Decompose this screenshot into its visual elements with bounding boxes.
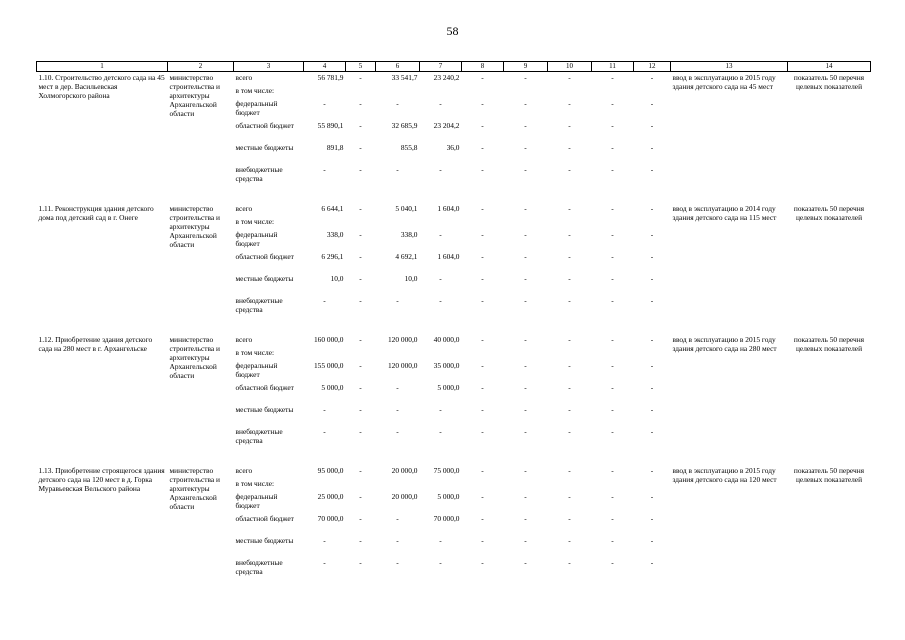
value-cell: 75 000,0 bbox=[433, 466, 460, 475]
funding-source: местные бюджеты bbox=[235, 536, 294, 545]
value-cell: - bbox=[611, 204, 614, 213]
value-cell: - bbox=[611, 383, 614, 392]
value-cell: - bbox=[396, 514, 399, 523]
target-indicator: показатель 50 перечня целевых показателей bbox=[793, 466, 865, 484]
value-cell bbox=[376, 348, 420, 361]
value-cell: - bbox=[568, 466, 571, 475]
column-header-6: 6 bbox=[376, 62, 420, 72]
funding-source: в том числе: bbox=[235, 86, 275, 95]
value-cell: - bbox=[359, 466, 362, 475]
value-cell bbox=[634, 217, 671, 230]
value-cell: - bbox=[359, 536, 362, 545]
value-cell: - bbox=[650, 492, 654, 501]
value-cell bbox=[634, 348, 671, 361]
value-cell bbox=[376, 86, 420, 99]
value-cell bbox=[504, 217, 548, 230]
value-cell bbox=[592, 479, 634, 492]
value-cell: - bbox=[481, 558, 484, 567]
value-cell bbox=[346, 86, 376, 99]
value-cell: - bbox=[650, 536, 654, 545]
value-cell: - bbox=[359, 383, 362, 392]
funding-source: местные бюджеты bbox=[235, 143, 294, 152]
value-cell: - bbox=[568, 99, 571, 108]
funding-source: федеральный бюджет bbox=[235, 492, 278, 510]
funding-source: федеральный бюджет bbox=[235, 361, 278, 379]
value-cell: - bbox=[481, 252, 484, 261]
value-cell bbox=[304, 217, 346, 230]
activity-name: 1.10. Строительство детского сада на 45 мест в дер. Васильевская Холмогорского района bbox=[38, 73, 165, 100]
value-cell bbox=[376, 479, 420, 492]
value-cell: 23 240,2 bbox=[433, 73, 460, 82]
value-cell: - bbox=[323, 405, 326, 414]
funding-source: всего bbox=[235, 335, 253, 344]
executor: министерство строительства и архитектуры Архангельской области bbox=[169, 466, 221, 511]
column-header-7: 7 bbox=[420, 62, 462, 72]
funding-source: в том числе: bbox=[235, 217, 275, 226]
header-row bbox=[37, 62, 871, 72]
value-cell: - bbox=[396, 99, 399, 108]
value-cell: - bbox=[439, 165, 442, 174]
value-cell: - bbox=[481, 383, 484, 392]
value-cell: - bbox=[359, 558, 362, 567]
value-cell: - bbox=[323, 427, 326, 436]
target-indicator: показатель 50 перечня целевых показателей bbox=[793, 335, 865, 353]
value-cell: - bbox=[611, 466, 614, 475]
value-cell: - bbox=[650, 405, 654, 414]
value-cell: - bbox=[611, 252, 614, 261]
value-cell: - bbox=[611, 558, 614, 567]
value-cell: - bbox=[359, 335, 362, 344]
value-cell: - bbox=[524, 383, 527, 392]
value-cell bbox=[504, 86, 548, 99]
value-cell: - bbox=[611, 121, 614, 130]
value-cell: 33 541,7 bbox=[391, 73, 418, 82]
value-cell: 95 000,0 bbox=[317, 466, 344, 475]
value-cell: - bbox=[439, 296, 442, 305]
value-cell: 5 000,0 bbox=[321, 383, 344, 392]
value-cell: - bbox=[611, 335, 614, 344]
value-cell: 338,0 bbox=[326, 230, 344, 239]
value-cell: - bbox=[568, 383, 571, 392]
value-cell: 10,0 bbox=[330, 274, 344, 283]
value-cell: - bbox=[439, 536, 442, 545]
value-cell bbox=[304, 479, 346, 492]
value-cell: - bbox=[481, 73, 484, 82]
expected-result: ввод в эксплуатацию в 2015 году здания детского сада на 120 мест bbox=[672, 466, 777, 484]
value-cell: - bbox=[359, 296, 362, 305]
value-cell: - bbox=[524, 73, 527, 82]
activity-name: 1.13. Приобретение строящегося здания детского сада на 120 мест в д. Горка Муравьевская Вельского района bbox=[38, 466, 165, 493]
value-cell: - bbox=[611, 405, 614, 414]
value-cell: - bbox=[396, 165, 399, 174]
value-cell bbox=[346, 479, 376, 492]
value-cell bbox=[346, 217, 376, 230]
value-cell: 855,8 bbox=[400, 143, 418, 152]
value-cell: 25 000,0 bbox=[317, 492, 344, 501]
value-cell: - bbox=[481, 143, 484, 152]
funding-source: местные бюджеты bbox=[235, 405, 294, 414]
value-cell: - bbox=[611, 361, 614, 370]
value-cell bbox=[592, 217, 634, 230]
value-cell: 6 644,1 bbox=[321, 204, 344, 213]
value-cell: - bbox=[359, 230, 362, 239]
value-cell: - bbox=[524, 274, 527, 283]
target-indicator: показатель 50 перечня целевых показателей bbox=[793, 204, 865, 222]
expected-result: ввод в эксплуатацию в 2015 году здания детского сада на 45 мест bbox=[672, 73, 776, 91]
value-cell: - bbox=[568, 514, 571, 523]
value-cell bbox=[304, 348, 346, 361]
value-cell: - bbox=[650, 121, 654, 130]
value-cell: - bbox=[650, 143, 654, 152]
value-cell: - bbox=[359, 99, 362, 108]
value-cell: - bbox=[396, 296, 399, 305]
value-cell: - bbox=[611, 165, 614, 174]
value-cell: - bbox=[524, 296, 527, 305]
value-cell: - bbox=[611, 296, 614, 305]
value-cell: 4 692,1 bbox=[395, 252, 418, 261]
value-cell: - bbox=[568, 361, 571, 370]
value-cell: - bbox=[481, 335, 484, 344]
value-cell bbox=[376, 217, 420, 230]
value-cell: - bbox=[611, 274, 614, 283]
value-cell: - bbox=[650, 165, 654, 174]
funding-source: внебюджетные средства bbox=[235, 165, 283, 183]
value-cell: - bbox=[650, 427, 654, 436]
value-cell: - bbox=[524, 466, 527, 475]
value-cell: - bbox=[524, 361, 527, 370]
value-cell: - bbox=[524, 230, 527, 239]
value-cell: - bbox=[568, 165, 571, 174]
value-cell: - bbox=[611, 73, 614, 82]
value-cell: - bbox=[650, 252, 654, 261]
value-cell: - bbox=[611, 427, 614, 436]
value-cell: - bbox=[359, 204, 362, 213]
value-cell: - bbox=[323, 296, 326, 305]
value-cell bbox=[548, 479, 592, 492]
activity-name: 1.11. Реконструкция здания детского дома под детский сад в г. Онеге bbox=[38, 204, 154, 222]
value-cell: - bbox=[611, 514, 614, 523]
value-cell: - bbox=[359, 514, 362, 523]
value-cell: - bbox=[439, 230, 442, 239]
value-cell: - bbox=[481, 405, 484, 414]
value-cell bbox=[634, 86, 671, 99]
value-cell: - bbox=[568, 73, 571, 82]
funding-source: в том числе: bbox=[235, 479, 275, 488]
value-cell: - bbox=[650, 99, 654, 108]
value-cell: - bbox=[650, 558, 654, 567]
table-row bbox=[37, 203, 871, 217]
value-cell: 35 000,0 bbox=[433, 361, 460, 370]
section-spacer bbox=[37, 318, 871, 334]
value-cell: - bbox=[650, 230, 654, 239]
value-cell: - bbox=[359, 405, 362, 414]
value-cell bbox=[548, 86, 592, 99]
spacer-cell bbox=[37, 318, 871, 334]
program-table bbox=[36, 61, 871, 580]
column-header-11: 11 bbox=[592, 62, 634, 72]
value-cell: - bbox=[481, 296, 484, 305]
column-header-12: 12 bbox=[634, 62, 671, 72]
value-cell: - bbox=[650, 73, 654, 82]
target-indicator: показатель 50 перечня целевых показателей bbox=[793, 73, 865, 91]
value-cell: - bbox=[524, 558, 527, 567]
funding-source: федеральный бюджет bbox=[235, 99, 278, 117]
value-cell: 120 000,0 bbox=[387, 335, 418, 344]
value-cell: - bbox=[524, 427, 527, 436]
value-cell: - bbox=[568, 536, 571, 545]
value-cell bbox=[462, 348, 504, 361]
funding-source: областной бюджет bbox=[235, 514, 294, 523]
page-number: 58 bbox=[446, 24, 459, 38]
value-cell: 120 000,0 bbox=[387, 361, 418, 370]
value-cell: - bbox=[524, 204, 527, 213]
value-cell: - bbox=[323, 99, 326, 108]
value-cell: - bbox=[323, 558, 326, 567]
value-cell: - bbox=[611, 492, 614, 501]
value-cell: - bbox=[524, 514, 527, 523]
value-cell: - bbox=[568, 296, 571, 305]
value-cell: - bbox=[611, 230, 614, 239]
funding-source: внебюджетные средства bbox=[235, 558, 283, 576]
value-cell: - bbox=[650, 383, 654, 392]
value-cell: - bbox=[323, 165, 326, 174]
value-cell: - bbox=[524, 252, 527, 261]
funding-source: всего bbox=[235, 204, 253, 213]
value-cell: - bbox=[481, 492, 484, 501]
value-cell: - bbox=[481, 121, 484, 130]
value-cell: - bbox=[439, 427, 442, 436]
value-cell: - bbox=[568, 252, 571, 261]
value-cell: 70 000,0 bbox=[317, 514, 344, 523]
value-cell bbox=[462, 217, 504, 230]
value-cell: - bbox=[439, 274, 442, 283]
value-cell: - bbox=[359, 361, 362, 370]
value-cell bbox=[346, 348, 376, 361]
value-cell: - bbox=[650, 335, 654, 344]
value-cell: - bbox=[524, 121, 527, 130]
value-cell: - bbox=[439, 558, 442, 567]
funding-source: всего bbox=[235, 466, 253, 475]
value-cell: - bbox=[568, 143, 571, 152]
value-cell: - bbox=[359, 73, 362, 82]
spacer-cell bbox=[37, 187, 871, 203]
funding-source: внебюджетные средства bbox=[235, 427, 283, 445]
value-cell: - bbox=[611, 143, 614, 152]
value-cell: - bbox=[650, 514, 654, 523]
value-cell: 5 000,0 bbox=[437, 383, 460, 392]
table-row bbox=[37, 72, 871, 87]
funding-source: областной бюджет bbox=[235, 383, 294, 392]
value-cell: - bbox=[481, 165, 484, 174]
value-cell: 155 000,0 bbox=[313, 361, 344, 370]
value-cell: - bbox=[439, 99, 442, 108]
value-cell bbox=[462, 86, 504, 99]
column-header-5: 5 bbox=[346, 62, 376, 72]
executor: министерство строительства и архитектуры Архангельской области bbox=[169, 73, 221, 118]
value-cell: - bbox=[359, 121, 362, 130]
activity-name: 1.12. Приобретение здания детского сада на 280 мест в г. Архангельске bbox=[38, 335, 153, 353]
funding-source: всего bbox=[235, 73, 253, 82]
funding-source: в том числе: bbox=[235, 348, 275, 357]
column-header-4: 4 bbox=[304, 62, 346, 72]
value-cell bbox=[592, 86, 634, 99]
value-cell: - bbox=[359, 492, 362, 501]
value-cell: - bbox=[524, 405, 527, 414]
value-cell: 10,0 bbox=[404, 274, 418, 283]
value-cell: - bbox=[481, 274, 484, 283]
value-cell bbox=[420, 479, 462, 492]
value-cell: - bbox=[568, 121, 571, 130]
value-cell bbox=[420, 217, 462, 230]
funding-source: областной бюджет bbox=[235, 121, 294, 130]
column-header-2: 2 bbox=[168, 62, 234, 72]
value-cell: - bbox=[524, 165, 527, 174]
expected-result: ввод в эксплуатацию в 2015 году здания детского сада на 280 мест bbox=[672, 335, 777, 353]
value-cell: - bbox=[481, 514, 484, 523]
value-cell: - bbox=[611, 536, 614, 545]
value-cell: - bbox=[396, 383, 399, 392]
section-spacer bbox=[37, 187, 871, 203]
value-cell: - bbox=[568, 274, 571, 283]
value-cell: 1 604,0 bbox=[437, 252, 460, 261]
value-cell: 20 000,0 bbox=[391, 492, 418, 501]
value-cell bbox=[548, 348, 592, 361]
value-cell: - bbox=[323, 536, 326, 545]
column-header-10: 10 bbox=[548, 62, 592, 72]
value-cell: - bbox=[481, 230, 484, 239]
value-cell: - bbox=[359, 274, 362, 283]
value-cell: - bbox=[481, 466, 484, 475]
value-cell: - bbox=[650, 274, 654, 283]
value-cell: - bbox=[568, 230, 571, 239]
value-cell: - bbox=[439, 405, 442, 414]
column-header-13: 13 bbox=[671, 62, 788, 72]
value-cell: 70 000,0 bbox=[433, 514, 460, 523]
value-cell: - bbox=[359, 252, 362, 261]
funding-source: федеральный бюджет bbox=[235, 230, 278, 248]
column-header-8: 8 bbox=[462, 62, 504, 72]
value-cell: 891,8 bbox=[326, 143, 344, 152]
value-cell: - bbox=[568, 405, 571, 414]
value-cell bbox=[304, 86, 346, 99]
value-cell: - bbox=[396, 405, 399, 414]
section-spacer bbox=[37, 449, 871, 465]
value-cell: 5 040,1 bbox=[395, 204, 418, 213]
value-cell: 40 000,0 bbox=[433, 335, 460, 344]
value-cell bbox=[462, 479, 504, 492]
value-cell: - bbox=[568, 204, 571, 213]
value-cell: - bbox=[396, 558, 399, 567]
spacer-cell bbox=[37, 449, 871, 465]
value-cell: - bbox=[359, 165, 362, 174]
value-cell: 36,0 bbox=[446, 143, 460, 152]
table-row bbox=[37, 465, 871, 479]
value-cell: - bbox=[524, 536, 527, 545]
value-cell: 338,0 bbox=[400, 230, 418, 239]
value-cell bbox=[504, 348, 548, 361]
value-cell: - bbox=[650, 204, 654, 213]
value-cell: - bbox=[568, 335, 571, 344]
value-cell bbox=[420, 348, 462, 361]
value-cell: 6 296,1 bbox=[321, 252, 344, 261]
value-cell bbox=[634, 479, 671, 492]
value-cell: - bbox=[650, 296, 654, 305]
value-cell: - bbox=[524, 143, 527, 152]
column-header-1: 1 bbox=[37, 62, 168, 72]
executor: министерство строительства и архитектуры Архангельской области bbox=[169, 335, 221, 380]
value-cell: 1 604,0 bbox=[437, 204, 460, 213]
value-cell: - bbox=[524, 492, 527, 501]
value-cell: 55 890,1 bbox=[317, 121, 344, 130]
value-cell: - bbox=[396, 536, 399, 545]
executor: министерство строительства и архитектуры Архангельской области bbox=[169, 204, 221, 249]
value-cell: - bbox=[359, 427, 362, 436]
value-cell: 23 204,2 bbox=[433, 121, 460, 130]
value-cell bbox=[504, 479, 548, 492]
value-cell: 5 000,0 bbox=[437, 492, 460, 501]
value-cell: - bbox=[481, 361, 484, 370]
value-cell: - bbox=[481, 536, 484, 545]
value-cell: - bbox=[524, 335, 527, 344]
value-cell: - bbox=[481, 204, 484, 213]
value-cell: - bbox=[568, 558, 571, 567]
value-cell: 32 685,9 bbox=[391, 121, 418, 130]
value-cell: - bbox=[568, 492, 571, 501]
value-cell: - bbox=[650, 466, 654, 475]
funding-source: областной бюджет bbox=[235, 252, 294, 261]
column-header-14: 14 bbox=[788, 62, 871, 72]
column-header-9: 9 bbox=[504, 62, 548, 72]
funding-source: местные бюджеты bbox=[235, 274, 294, 283]
value-cell: - bbox=[524, 99, 527, 108]
value-cell: - bbox=[650, 361, 654, 370]
value-cell: - bbox=[481, 427, 484, 436]
value-cell: - bbox=[481, 99, 484, 108]
value-cell: 160 000,0 bbox=[313, 335, 344, 344]
value-cell bbox=[548, 217, 592, 230]
column-header-3: 3 bbox=[234, 62, 304, 72]
value-cell: - bbox=[611, 99, 614, 108]
value-cell bbox=[592, 348, 634, 361]
value-cell: - bbox=[359, 143, 362, 152]
value-cell bbox=[420, 86, 462, 99]
expected-result: ввод в эксплуатацию в 2014 году здания детского сада на 115 мест bbox=[672, 204, 777, 222]
value-cell: 20 000,0 bbox=[391, 466, 418, 475]
value-cell: 56 781,9 bbox=[317, 73, 344, 82]
funding-source: внебюджетные средства bbox=[235, 296, 283, 314]
table-row bbox=[37, 334, 871, 348]
value-cell: - bbox=[396, 427, 399, 436]
value-cell: - bbox=[568, 427, 571, 436]
